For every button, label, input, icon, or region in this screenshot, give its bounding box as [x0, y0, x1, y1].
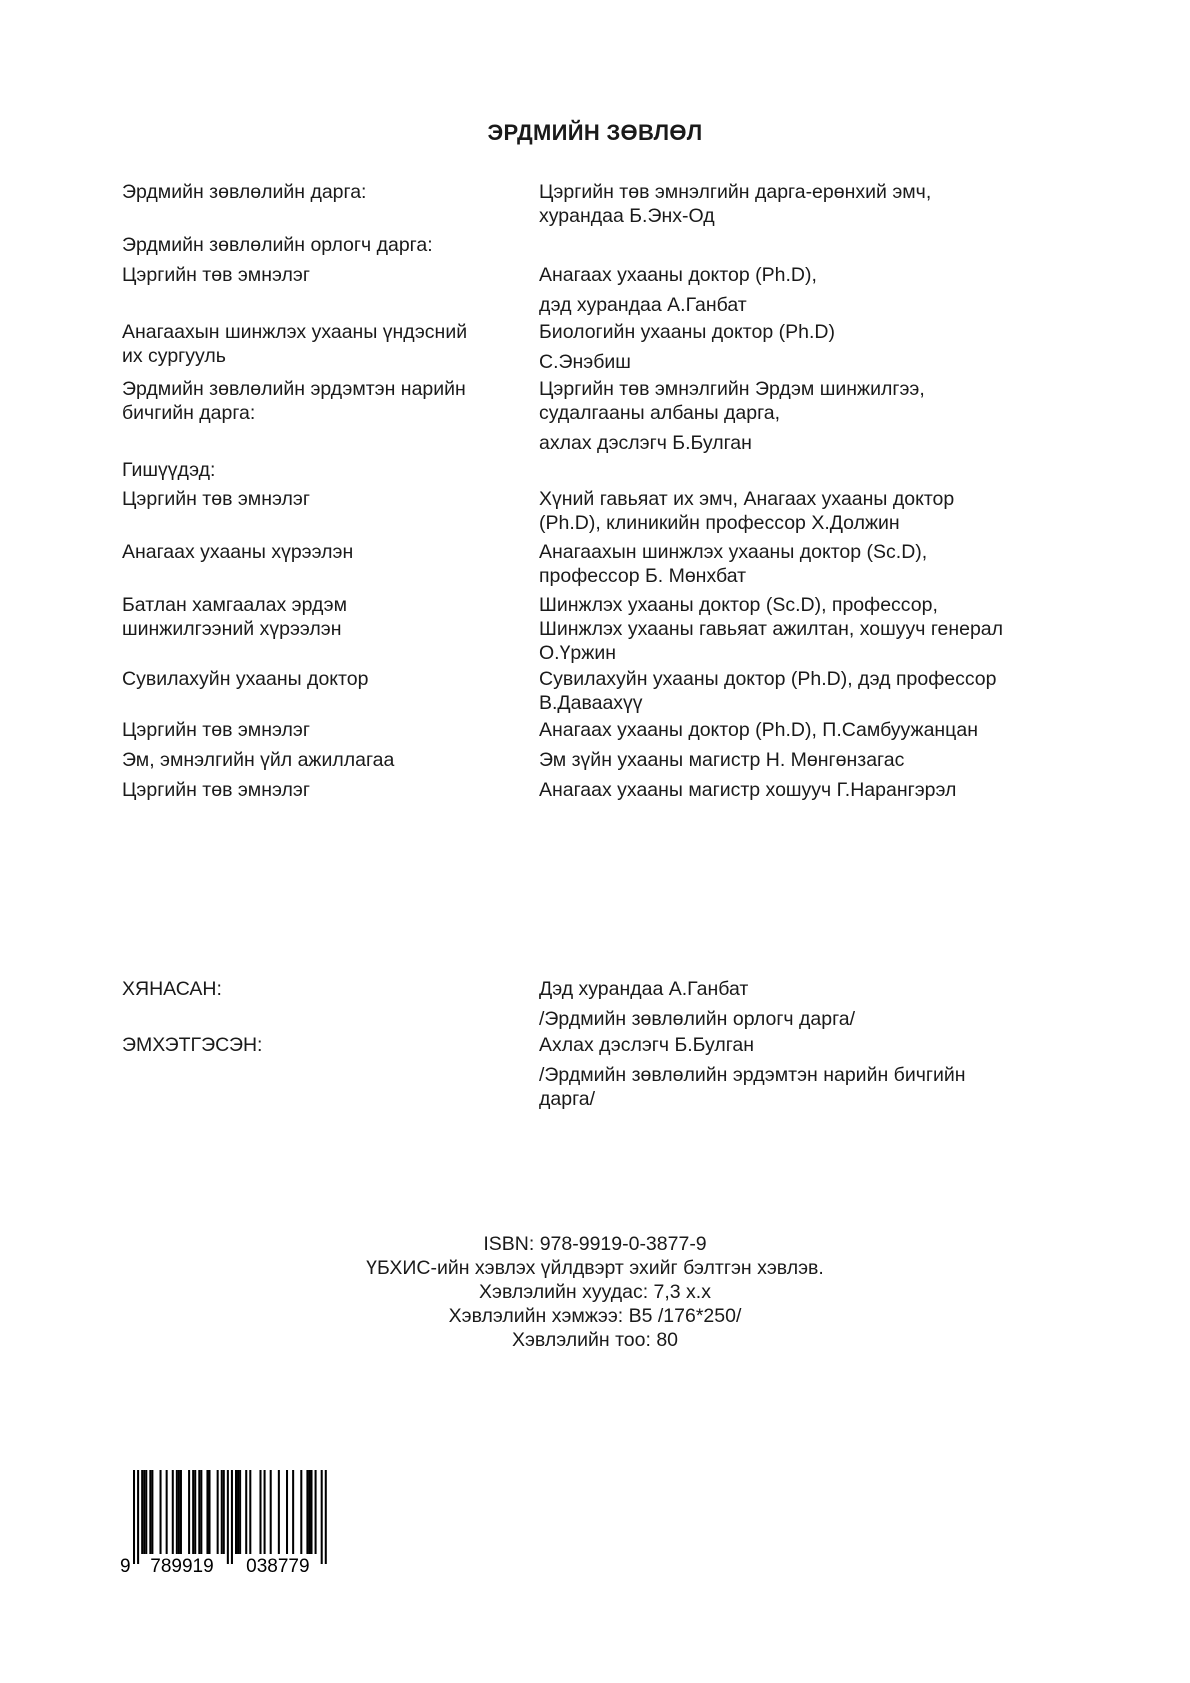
value-line: судалгааны албаны дарга,	[539, 402, 781, 424]
barcode-bar	[188, 1470, 190, 1554]
barcode-guard-bar	[227, 1470, 229, 1564]
value-line: В.Даваахүү	[539, 692, 643, 714]
council-label	[122, 320, 522, 368]
council-value	[539, 778, 1099, 802]
value-line: профессор Б. Мөнхбат	[539, 565, 747, 587]
barcode-right-digits: 038779	[246, 1556, 310, 1577]
barcode-guard-bar	[133, 1470, 135, 1564]
council-value	[539, 263, 1099, 317]
council-label	[122, 180, 522, 204]
barcode-bar	[141, 1470, 143, 1554]
barcode-bar	[149, 1470, 151, 1554]
council-value	[539, 718, 1099, 742]
council-label	[122, 540, 522, 564]
value-line: Шинжлэх ухааны доктор (Sc.D), профессор,	[539, 594, 938, 616]
label-line: Анагаахын шинжлэх ухааны үндэсний	[122, 321, 468, 343]
barcode-first-digit: 9	[120, 1556, 131, 1577]
barcode-bar	[292, 1470, 294, 1554]
barcode-bar	[176, 1470, 178, 1554]
imprint-block	[0, 1232, 1190, 1352]
print-run-line: Хэвлэлийн тоо: 80	[511, 1329, 679, 1351]
council-label	[122, 748, 522, 772]
value-line: (Ph.D), клиникийн профессор Х.Должин	[539, 512, 900, 534]
council-label	[122, 233, 522, 257]
barcode-bar	[306, 1470, 308, 1554]
council-label	[122, 487, 522, 511]
label-line: бичгийн дарга:	[122, 402, 256, 424]
value-line: Цэргийн төв эмнэлгийн Эрдэм шинжилгээ,	[539, 378, 925, 400]
barcode-bar	[151, 1470, 153, 1554]
council-value	[539, 180, 1099, 228]
value-line: С.Энэбиш	[539, 351, 631, 373]
value-line: хурандаа Б.Энх-Од	[539, 205, 715, 227]
barcode-guard-bar	[137, 1470, 139, 1564]
label-line: Цэргийн төв эмнэлэг	[122, 488, 310, 510]
council-value	[539, 487, 1099, 535]
label-line: Анагаах ухааны хүрээлэн	[122, 541, 354, 563]
barcode-bar	[178, 1470, 180, 1554]
isbn-line: ISBN: 978-9919-0-3877-9	[483, 1233, 707, 1255]
value-line: Хүний гавьяат их эмч, Анагаах ухааны доктор	[539, 488, 955, 510]
label-line: Эм, эмнэлгийн үйл ажиллагаа	[122, 749, 395, 771]
council-label	[122, 458, 522, 482]
barcode-bar	[235, 1470, 237, 1554]
isbn-barcode	[118, 1468, 338, 1578]
barcode-guard-bar	[231, 1470, 233, 1564]
council-value	[539, 748, 1099, 772]
barcode-bar	[278, 1470, 280, 1554]
value-line: /Эрдмийн зөвлөлийн орлогч дарга/	[539, 1008, 856, 1030]
barcode-bar	[286, 1470, 288, 1554]
barcode-bar	[172, 1470, 174, 1554]
barcode-bar	[264, 1470, 266, 1554]
barcode-left-digits: 789919	[150, 1556, 214, 1577]
label-line: Эрдмийн зөвлөлийн орлогч дарга:	[122, 234, 433, 256]
value-line: О.Үржин	[539, 642, 616, 664]
value-line: дэд хурандаа А.Ганбат	[539, 294, 747, 316]
barcode-bar	[145, 1470, 147, 1554]
value-line: Биологийн ухааны доктор (Ph.D)	[539, 321, 835, 343]
barcode-bar	[206, 1470, 208, 1554]
label-line: Сувилахуйн ухааны доктор	[122, 668, 369, 690]
barcode-bar	[249, 1470, 251, 1554]
barcode-bar	[237, 1470, 239, 1554]
council-label	[122, 263, 522, 287]
format-line: Хэвлэлийн хэмжээ: B5 /176*250/	[448, 1305, 742, 1327]
council-label	[122, 667, 522, 691]
barcode-bar	[223, 1470, 225, 1554]
barcode-guard-bar	[321, 1470, 323, 1564]
council-value	[539, 593, 1099, 665]
barcode-bar	[180, 1470, 182, 1554]
label-line: шинжилгээний хүрээлэн	[122, 618, 342, 640]
council-label	[122, 778, 522, 802]
barcode-bar	[315, 1470, 317, 1554]
value-line: Сувилахуйн ухааны доктор (Ph.D), дэд профессор	[539, 668, 997, 690]
barcode-bar	[221, 1470, 223, 1554]
council-label	[122, 593, 522, 641]
council-value	[539, 377, 1099, 455]
label-line: Батлан хамгаалах эрдэм	[122, 594, 347, 616]
barcode-bar	[308, 1470, 310, 1554]
barcode-bar	[143, 1470, 145, 1554]
label-line: ЭМХЭТГЭСЭН:	[122, 1034, 263, 1056]
barcode-bar	[300, 1470, 302, 1554]
council-value	[539, 667, 1099, 715]
barcode-bar	[208, 1470, 210, 1554]
barcode-bar	[217, 1470, 219, 1554]
sheets-line: Хэвлэлийн хуудас: 7,3 х.х	[479, 1281, 711, 1303]
value-line: ахлах дэслэгч Б.Булган	[539, 432, 752, 454]
barcode-guard-bar	[325, 1470, 327, 1564]
barcode-bar	[270, 1470, 272, 1554]
credit-value	[539, 1033, 1099, 1111]
value-line: Анагаах ухааны магистр хошууч Г.Нарангэрэл	[539, 779, 957, 801]
barcode-bar	[194, 1470, 196, 1554]
credit-label	[122, 1033, 522, 1057]
value-line: Анагаах ухааны доктор (Ph.D), П.Самбуужанцан	[539, 719, 978, 741]
barcode-bar	[166, 1470, 168, 1554]
printer-line: ҮБХИС-ийн хэвлэх үйлдвэрт эхийг бэлтгэн хэвлэв.	[366, 1257, 824, 1279]
council-value	[539, 320, 1099, 374]
barcode-bar	[200, 1470, 202, 1554]
label-line: Цэргийн төв эмнэлэг	[122, 779, 310, 801]
value-line: Цэргийн төв эмнэлгийн дарга-ерөнхий эмч,	[539, 181, 932, 203]
barcode-bar	[239, 1470, 241, 1554]
barcode-bar	[198, 1470, 200, 1554]
barcode-bar	[245, 1470, 247, 1554]
credit-value	[539, 977, 1099, 1031]
value-line: Ахлах дэслэгч Б.Булган	[539, 1034, 755, 1056]
barcode-bar	[192, 1470, 194, 1554]
label-line: ХЯНАСАН:	[122, 978, 222, 1000]
value-line: Анагаах ухааны доктор (Ph.D),	[539, 264, 817, 286]
value-line: /Эрдмийн зөвлөлийн эрдэмтэн нарийн бичгийн	[539, 1064, 966, 1086]
value-line: дарга/	[539, 1088, 596, 1110]
label-line: Гишүүдэд:	[122, 459, 216, 481]
value-line: Эм зүйн ухааны магистр Н. Мөнгөнзагас	[539, 749, 905, 771]
credit-label	[122, 977, 522, 1001]
label-line: Цэргийн төв эмнэлэг	[122, 264, 310, 286]
label-line: Цэргийн төв эмнэлэг	[122, 719, 310, 741]
value-line: Анагаахын шинжлэх ухааны доктор (Sc.D),	[539, 541, 928, 563]
value-line: Шинжлэх ухааны гавьяат ажилтан, хошууч генерал	[539, 618, 1004, 640]
council-label	[122, 377, 522, 425]
label-line: Эрдмийн зөвлөлийн эрдэмтэн нарийн	[122, 378, 466, 400]
barcode-bar	[160, 1470, 162, 1554]
barcode-bar	[310, 1470, 312, 1554]
label-line: Эрдмийн зөвлөлийн дарга:	[122, 181, 367, 203]
council-label	[122, 718, 522, 742]
barcode-bar	[259, 1470, 261, 1554]
label-line: их сургууль	[122, 345, 226, 367]
council-value	[539, 540, 1099, 588]
value-line: Дэд хурандаа А.Ганбат	[539, 978, 749, 1000]
page-title: ЭРДМИЙН ЗӨВЛӨЛ	[487, 120, 703, 145]
